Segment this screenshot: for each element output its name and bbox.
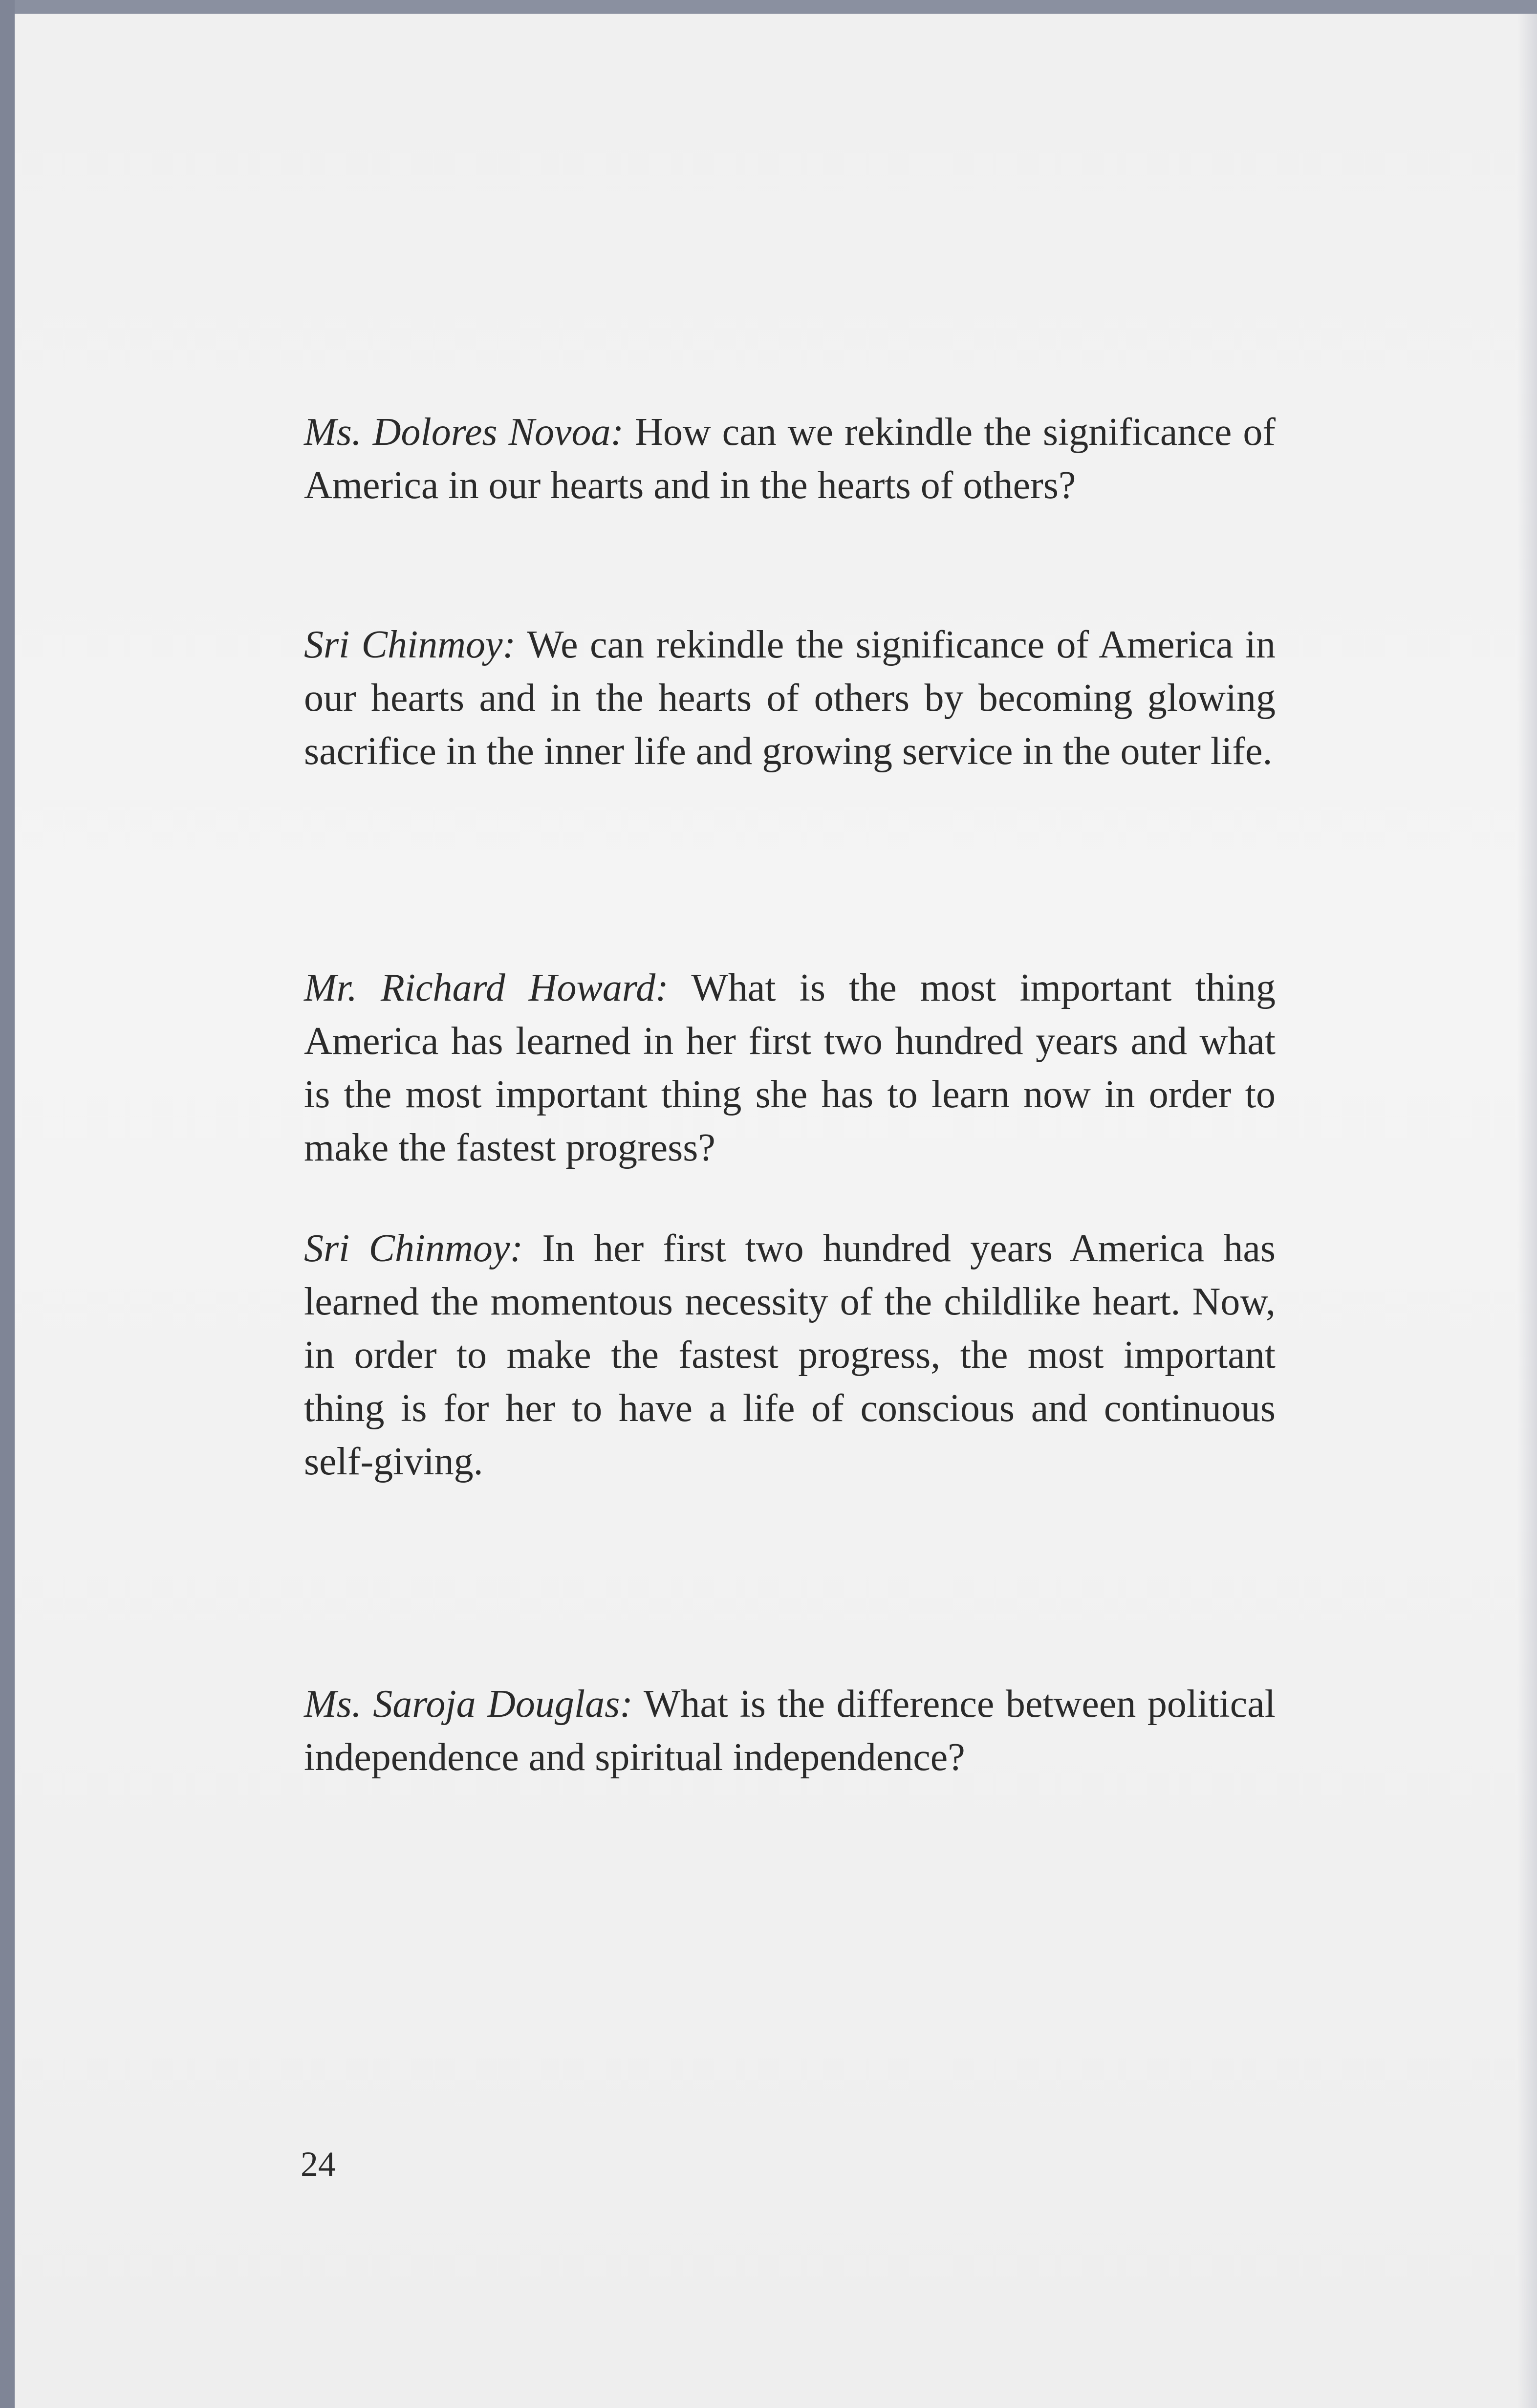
speaker-name: Ms. Saroja Douglas: (304, 1683, 633, 1726)
question-text: How can we rekindle the significance of America in our hearts and in the hearts of others? (304, 411, 1276, 507)
question-block (304, 1678, 1276, 1784)
answer-block (304, 1222, 1276, 1489)
answer-block (304, 618, 1276, 778)
question-block (304, 406, 1276, 512)
answer-text: In her first two hundred years America has learned the momentous necessity of the childlike heart. Now, in order to make the fastest progress, the most important thing is for her to have a life of conscious and continuous self-giving. (304, 1227, 1276, 1483)
answer-text: We can rekindle the significance of America in our hearts and in the hearts of others by becoming glowing sacrifice in the inner life and growing service in the outer life. (304, 623, 1276, 773)
question-text: What is the most important thing America has learned in her first two hundred years and what is the most important thing she has to learn now in order to make the fastest progress? (304, 966, 1276, 1169)
scan-edge-left (0, 0, 15, 2408)
speaker-name: Ms. Dolores Novoa: (304, 411, 624, 454)
page-number: 24 (301, 2145, 336, 2184)
question-block (304, 962, 1276, 1175)
speaker-name: Sri Chinmoy: (304, 623, 516, 666)
scan-edge-top (0, 0, 1537, 14)
speaker-name: Sri Chinmoy: (304, 1227, 523, 1270)
question-text: What is the difference between political independence and spiritual independence? (304, 1683, 1276, 1779)
book-page (15, 14, 1537, 2408)
speaker-name: Mr. Richard Howard: (304, 966, 669, 1009)
